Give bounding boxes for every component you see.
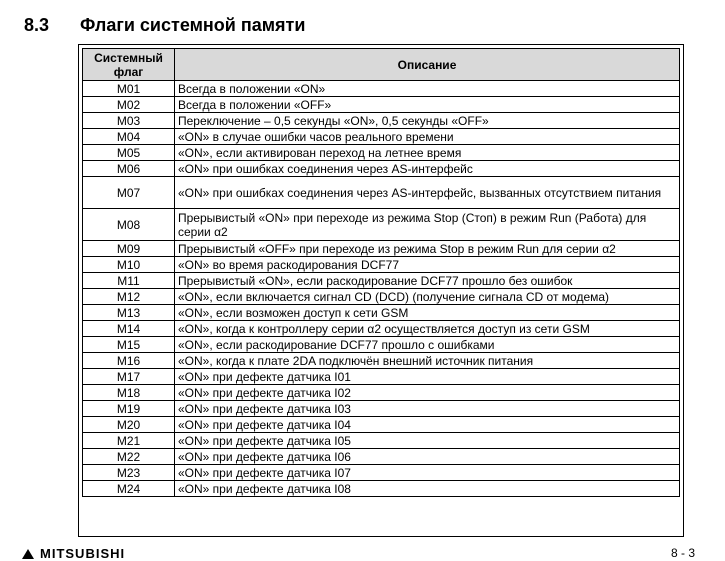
flag-cell: M08 — [83, 209, 175, 241]
section-number: 8.3 — [24, 14, 50, 35]
flag-cell: M10 — [83, 257, 175, 273]
description-cell: «ON» при дефекте датчика I08 — [175, 481, 680, 497]
table-row — [83, 449, 680, 465]
table-row — [83, 369, 680, 385]
description-cell: Всегда в положении «ON» — [175, 81, 680, 97]
table-row — [83, 113, 680, 129]
table-header-row — [83, 49, 680, 81]
table-row — [83, 289, 680, 305]
flag-cell: M22 — [83, 449, 175, 465]
flag-cell: M18 — [83, 385, 175, 401]
flag-cell: M12 — [83, 289, 175, 305]
page-number: 8 - 3 — [670, 546, 695, 560]
table-row — [83, 465, 680, 481]
section-heading — [24, 10, 305, 40]
flag-cell: M02 — [83, 97, 175, 113]
table-row — [83, 337, 680, 353]
table-row — [83, 273, 680, 289]
flag-cell: M11 — [83, 273, 175, 289]
flag-cell: M20 — [83, 417, 175, 433]
table-frame — [78, 44, 684, 537]
description-cell: «ON», когда к контроллеру серии α2 осуществляется доступ из сети GSM — [175, 321, 680, 337]
description-cell: «ON» при дефекте датчика I01 — [175, 369, 680, 385]
brand-name: MITSUBISHI — [40, 546, 126, 561]
table-row — [83, 145, 680, 161]
description-cell: «ON» при дефекте датчика I03 — [175, 401, 680, 417]
flag-cell: M16 — [83, 353, 175, 369]
flag-cell: M24 — [83, 481, 175, 497]
footer-brand — [22, 546, 125, 561]
description-cell: «ON» при дефекте датчика I05 — [175, 433, 680, 449]
description-cell: «ON» в случае ошибки часов реального времени — [175, 129, 680, 145]
table-row — [83, 97, 680, 113]
description-cell: «ON» во время раскодирования DCF77 — [175, 257, 680, 273]
description-cell: Переключение – 0,5 секунды «ON», 0,5 секунды «OFF» — [175, 113, 680, 129]
table-row — [83, 417, 680, 433]
description-cell: Всегда в положении «OFF» — [175, 97, 680, 113]
flag-cell: M14 — [83, 321, 175, 337]
table-row — [83, 241, 680, 257]
description-cell: «ON» при дефекте датчика I02 — [175, 385, 680, 401]
table-row — [83, 129, 680, 145]
table-row — [83, 481, 680, 497]
system-flags-table — [82, 48, 680, 497]
flag-cell: M01 — [83, 81, 175, 97]
description-cell: «ON», если включается сигнал CD (DCD) (получение сигнала CD от модема) — [175, 289, 680, 305]
flag-cell: M04 — [83, 129, 175, 145]
table-row — [83, 81, 680, 97]
table-row — [83, 321, 680, 337]
column-header-description: Описание — [175, 49, 680, 81]
description-cell: «ON» при ошибках соединения через AS-интерфейс, вызванных отсутствием питания — [175, 177, 680, 209]
section-title: Флаги системной памяти — [80, 14, 306, 35]
description-cell: Прерывистый «ON», если раскодирование DCF77 прошло без ошибок — [175, 273, 680, 289]
description-cell: «ON» при ошибках соединения через AS-интерфейс — [175, 161, 680, 177]
table-body — [83, 81, 680, 497]
description-cell: Прерывистый «OFF» при переходе из режима Stop в режим Run для серии α2 — [175, 241, 680, 257]
description-cell: «ON», если возможен доступ к сети GSM — [175, 305, 680, 321]
table-row — [83, 305, 680, 321]
flag-cell: M21 — [83, 433, 175, 449]
table-row — [83, 161, 680, 177]
flag-cell: M06 — [83, 161, 175, 177]
column-header-flag: Системный флаг — [83, 49, 175, 81]
description-cell: «ON» при дефекте датчика I07 — [175, 465, 680, 481]
table-row — [83, 353, 680, 369]
table-row — [83, 209, 680, 241]
flag-cell: M19 — [83, 401, 175, 417]
flag-cell: M13 — [83, 305, 175, 321]
flag-cell: M23 — [83, 465, 175, 481]
description-cell: «ON», если активирован переход на летнее время — [175, 145, 680, 161]
flag-cell: M03 — [83, 113, 175, 129]
table-row — [83, 401, 680, 417]
flag-cell: M15 — [83, 337, 175, 353]
description-cell: «ON» при дефекте датчика I06 — [175, 449, 680, 465]
description-cell: Прерывистый «ON» при переходе из режима Stop (Стоп) в режим Run (Работа) для серии α2 — [175, 209, 680, 241]
table-row — [83, 257, 680, 273]
flag-cell: M07 — [83, 177, 175, 209]
flag-cell: M05 — [83, 145, 175, 161]
mitsubishi-logo-icon — [22, 549, 34, 559]
table-row — [83, 177, 680, 209]
flag-cell: M17 — [83, 369, 175, 385]
description-cell: «ON», когда к плате 2DA подключён внешний источник питания — [175, 353, 680, 369]
description-cell: «ON» при дефекте датчика I04 — [175, 417, 680, 433]
table-row — [83, 385, 680, 401]
table-row — [83, 433, 680, 449]
flag-cell: M09 — [83, 241, 175, 257]
description-cell: «ON», если раскодирование DCF77 прошло с ошибками — [175, 337, 680, 353]
